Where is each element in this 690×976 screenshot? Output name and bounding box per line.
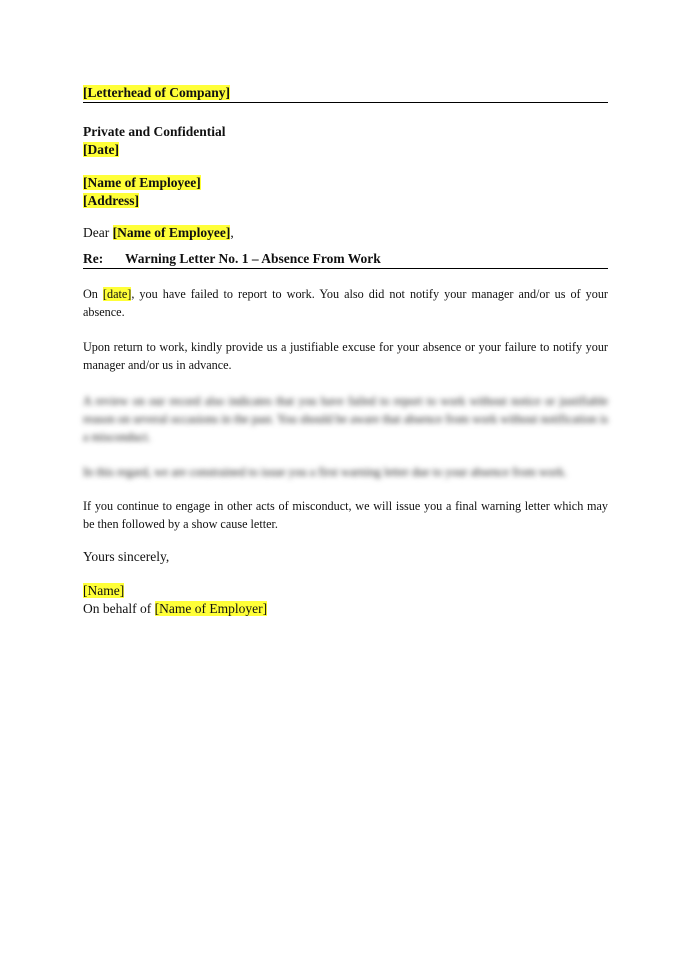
recipient-block	[83, 174, 608, 210]
employee-name-placeholder: [Name of Employee]	[83, 175, 201, 190]
letterhead-line	[83, 84, 608, 103]
salutation-name-placeholder: [Name of Employee]	[112, 225, 231, 240]
header-block	[83, 123, 608, 159]
salutation-prefix: Dear	[83, 225, 113, 240]
employer-name-placeholder: [Name of Employer]	[154, 601, 268, 616]
paragraph-blurred-record: A review on our record also indicates that you have failed to report to work without notice or justifiable reason on several occasions in the past. You should be aware that absence from work without notification is a misconduct.	[83, 394, 608, 444]
subject-label: Re:	[83, 251, 104, 266]
subject-text: Warning Letter No. 1 – Absence From Work	[125, 251, 381, 266]
paragraph-blurred-warning: In this regard, we are constrained to issue you a first warning letter due to your absence from work.	[83, 465, 567, 479]
letter-page	[83, 84, 608, 618]
signer-name-placeholder: [Name]	[83, 583, 125, 598]
address-placeholder: [Address]	[83, 193, 140, 208]
paragraph-absence	[83, 285, 608, 321]
subject-line	[83, 250, 608, 269]
paragraph-misconduct: If you continue to engage in other acts of misconduct, we will issue you a final warning letter which may be then followed by a show cause letter.	[83, 499, 608, 531]
closing: Yours sincerely,	[83, 549, 170, 564]
p1-date-placeholder: [date]	[102, 287, 132, 301]
p1-suffix: , you have failed to report to work. You also did not notify your manager and/or us of your absence.	[83, 287, 608, 319]
confidential-label: Private and Confidential	[83, 124, 226, 139]
p1-prefix: On	[83, 287, 103, 301]
date-placeholder: [Date]	[83, 142, 119, 157]
salutation	[83, 224, 608, 242]
paragraph-excuse: Upon return to work, kindly provide us a justifiable excuse for your absence or your failure to notify your manager and/or us in advance.	[83, 340, 608, 372]
behalf-prefix: On behalf of	[83, 601, 155, 616]
letterhead-placeholder: [Letterhead of Company]	[83, 85, 230, 100]
salutation-suffix: ,	[230, 225, 234, 240]
signature-block	[83, 582, 608, 618]
